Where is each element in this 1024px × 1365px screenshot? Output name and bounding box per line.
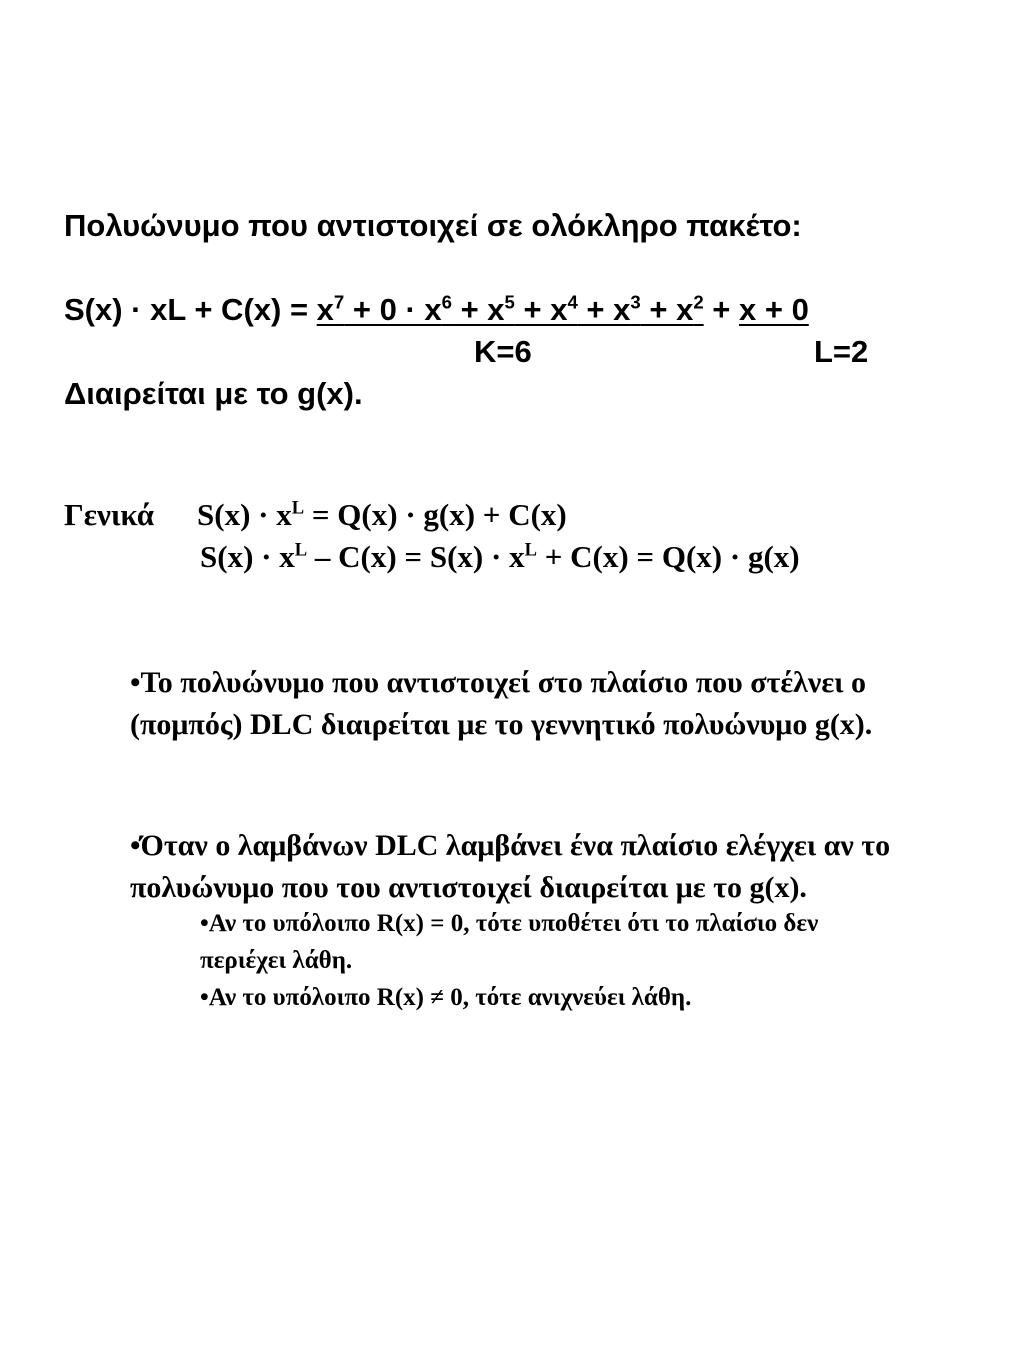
- term: + $0 \cdot x^6$: [344, 291, 452, 327]
- crc-equation: [64, 292, 809, 328]
- heading: Πολυώνυμο που αντιστοιχεί σε ολόκληρο πακέτο:: [64, 208, 802, 243]
- bullet-sender: •Το πολυώνυμο που αντιστοιχεί στο πλαίσιο που στέλνει ο (πομπός) DLC διαιρείται με το γεννητικό πολυώνυμο g(x).: [130, 666, 873, 741]
- bullet-receiver: •Όταν ο λαμβάνων DLC λαμβάνει ένα πλαίσιο ελέγχει αν το πολυώνυμο που του αντιστοιχεί διαιρείται με το g(x).: [130, 829, 891, 904]
- term: + $x^5$: [451, 291, 515, 327]
- equation-lhs: S(x) · xL + C(x) =: [64, 292, 317, 327]
- term: + $x^3$: [577, 291, 641, 327]
- k-part: [317, 292, 704, 327]
- general-line-2: $S(x) \cdot x^L - C(x) = S(x) \cdot x^L + C(x) = Q(x) \cdot g(x)$: [200, 539, 800, 574]
- sub-bullet-error: •Αν το υπόλοιπο R(x) ≠ 0, τότε ανιχνεύει λάθη.: [200, 984, 692, 1011]
- sub-bullet-no-error: •Αν το υπόλοιπο R(x) = 0, τότε υποθέτει ότι το πλαίσιο δεν περιέχει λάθη.: [200, 910, 819, 974]
- plus-join: +: [703, 292, 739, 327]
- divisible-line: Διαιρείται με το g(x).: [64, 376, 363, 411]
- term: + $x^2$: [640, 291, 704, 327]
- general-line-1: $S(x) \cdot x^L = Q(x) \cdot g(x) + C(x)$: [197, 497, 567, 532]
- l-label: L=2: [814, 334, 869, 369]
- term: $x^7$: [316, 291, 345, 327]
- term: + $x^4$: [514, 291, 578, 327]
- k-label: K=6: [474, 334, 532, 369]
- l-part: x + 0: [739, 292, 809, 327]
- general-label: Γενικά: [64, 497, 155, 532]
